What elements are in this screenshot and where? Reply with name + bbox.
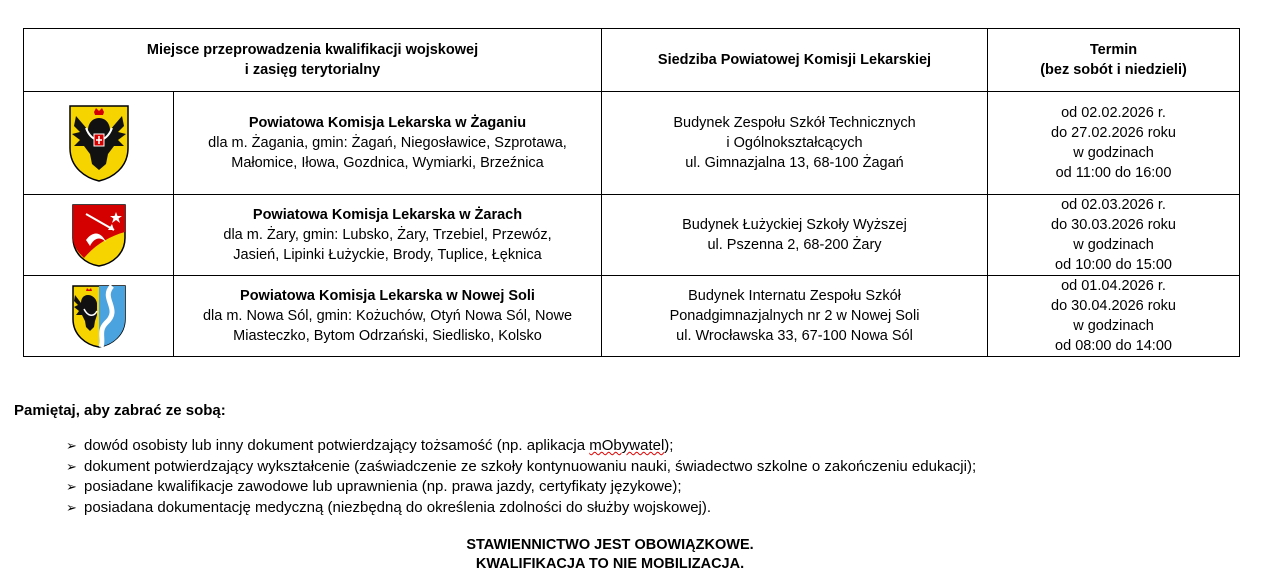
arrow-bullet-icon: ➢ [66, 499, 77, 515]
app-name: mObywatel [589, 437, 665, 454]
zagan-coat-of-arms-icon [68, 104, 130, 182]
arrow-bullet-icon: ➢ [66, 458, 77, 474]
list-item: ➢ posiadane kwalifikacje zawodowe lub uprawnienia (np. prawa jazdy, certyfikaty językowe); [66, 477, 976, 498]
header-location: Miejsce przeprowadzenia kwalifikacji wojskowej i zasięg terytorialny [24, 29, 602, 92]
zary-coat-of-arms-icon [70, 202, 128, 268]
remember-heading: Pamiętaj, aby zabrać ze sobą: [14, 402, 226, 419]
term-cell: od 02.02.2026 r. do 27.02.2026 roku w godzinach od 11:00 do 16:00 [988, 92, 1240, 195]
table-row [24, 276, 1240, 357]
crest-cell [24, 276, 174, 357]
nowa-sol-coat-of-arms-icon [70, 283, 128, 349]
checklist [66, 436, 976, 518]
qualification-schedule-table [23, 28, 1240, 357]
list-item: ➢ posiadana dokumentację medyczną (niezbędną do określenia zdolności do służby wojskowej). [66, 498, 976, 519]
table-header-row [24, 29, 1240, 92]
header-seat: Siedziba Powiatowej Komisji Lekarskiej [602, 29, 988, 92]
table-row [24, 92, 1240, 195]
seat-cell: Budynek Łużyckiej Szkoły Wyższej ul. Pszenna 2, 68-200 Żary [602, 195, 988, 276]
list-item: ➢ dokument potwierdzający wykształcenie (zaświadczenie ze szkoły kontynuowaniu nauki, świadectwo szkolne o zakończeniu edukacji); [66, 457, 976, 478]
location-cell: Powiatowa Komisja Lekarska w Nowej Soli dla m. Nowa Sól, gmin: Kożuchów, Otyń Nowa Sól, Nowe Miasteczko, Bytom Odrzański, Siedlisko, Kolsko [174, 276, 602, 357]
arrow-bullet-icon: ➢ [66, 438, 77, 453]
seat-cell: Budynek Zespołu Szkół Technicznych i Ogólnokształcących ul. Gimnazjalna 13, 68-100 Żagań [602, 92, 988, 195]
table-row [24, 195, 1240, 276]
arrow-bullet-icon: ➢ [66, 479, 77, 494]
crest-cell [24, 195, 174, 276]
term-cell: od 02.03.2026 r. do 30.03.2026 roku w godzinach od 10:00 do 15:00 [988, 195, 1240, 276]
location-cell: Powiatowa Komisja Lekarska w Żaganiu dla m. Żagania, gmin: Żagań, Niegosławice, Szprotawa, Małomice, Iłowa, Gozdnica, Wymiarki, Brzeźnica [174, 92, 602, 195]
seat-cell: Budynek Internatu Zespołu Szkół Ponadgimnazjalnych nr 2 w Nowej Soli ul. Wrocławska 33, 67-100 Nowa Sól [602, 276, 988, 357]
location-cell: Powiatowa Komisja Lekarska w Żarach dla m. Żary, gmin: Lubsko, Żary, Trzebiel, Przewóz, Jasień, Lipinki Łużyckie, Brody, Tuplice, Łęknica [174, 195, 602, 276]
footer-mandatory: STAWIENNICTWO JEST OBOWIĄZKOWE. [466, 537, 754, 553]
term-cell: od 01.04.2026 r. do 30.04.2026 roku w godzinach od 08:00 do 14:00 [988, 276, 1240, 357]
header-term: Termin (bez sobót i niedzieli) [988, 29, 1240, 92]
footer-not-mobilization: KWALIFIKACJA TO NIE MOBILIZACJA. [475, 556, 745, 572]
list-item: ➢ dowód osobisty lub inny dokument potwierdzający tożsamość (np. aplikacja mObywatel); [66, 436, 976, 457]
crest-cell [24, 92, 174, 195]
